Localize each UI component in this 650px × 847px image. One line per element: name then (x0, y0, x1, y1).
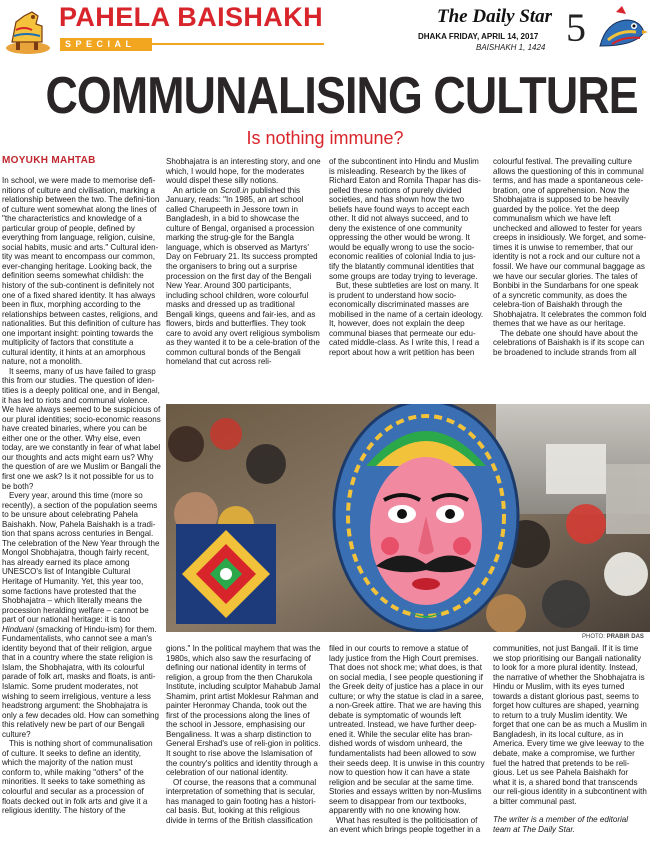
paragraph (166, 186, 322, 367)
bengali-date: BAISHAKH 1, 1424 (476, 43, 546, 52)
author-note-text: The writer is a member of the editorial team at The Daily Star. (493, 815, 629, 834)
article-column-3-bottom (329, 644, 485, 847)
paragraph: filed in our courts to remove a statue of lady justice from the High Court premises. That does not shock me; what does, is that on social media, I see people questioning if the Greek deity of justice has a place in our culture; or why the statue is clad in a saree, a non-Greek attire. That we are having this debate is symptomatic of wounds left untreated. Instead, we have further deep-ened it. While the secular elite has bran-dished words of wisdom unheard, the fundamentalists had been allowed to sow their seeds deep. It is unwise in this country now to question how it can have a state religion and be secular at the same time. Stories and essays written by non-Muslims seem to disappear from our textbooks, apparently with no one knowing how. (329, 644, 485, 816)
section-title: PAHELA BAISHAKH (59, 2, 324, 32)
paragraph: In school, we were made to memorise defi-nitions of culture and civilisation, marking a relationship between the two. The defini-tion of culture went somewhat along the lines of "the characteristics and knowledge of a particular group of people, defined by everything from language, religion, cuisine, social habits, music and arts." Cultural iden-tity was meant to encompass our common, ever-changing heritage. Looking back, the definition seems somewhat childish: the history of the sub-continent is definitely not one of a fixed shared identity. It has always been in flux, morphing according to the relationships between castes, religions, and nationalities. But this definition of culture has one important insight: pointing towards the multiplicity of factors that constitute a cultural identity, it hints at an amorphous nature, not a monolith. (2, 176, 161, 367)
section-subtitle: SPECIAL (60, 38, 152, 51)
paragraph: Of course, the reasons that a communal interpretation of something that is secular, has managed to gain footing has a histori-cal basis. But, looking at this religious divide in terms of the British classification (166, 777, 317, 825)
page-number: 5 (566, 5, 586, 50)
photo-credit-name: PRABIR DAS (606, 634, 644, 640)
article-column-1 (2, 176, 161, 847)
paragraph: gions." In the political mayhem that was the 1980s, which also saw the resurfacing of defining our national identity in terms of religion, a group from the then Charukola Institute, including sculptor Mahabub Jamal Shamim, print artist Moklesur Rahman and painter Heronmay Chanda, took out the first of the processions along the lines of the school in Jessore, emphasising our Bengaliness. It was a sharp distinction to General Ershad's use of reli-gion in politics. It sought to rise above the Islamisation of the country's politics and identity through a celebration of our national identity. (166, 644, 321, 778)
paragraph: The debate one should have about the celebrations of Baishakh is if its scope can be broadened to include strands from all (493, 328, 645, 357)
article-column-2-bottom (166, 644, 322, 847)
text-run: published this January, reads: "In 1985, an art school called Charupeeth in Jessore town in Bangladesh, in a bid to showcase the culture of Bengal, organised a procession marking the strug-gle for the Bangla language, which is observed as Martyrs' Day on February 21. Its success prompted the organisers to bring out a surprise procession on the first day of the Bengali New Year. Around 300 participants, including school children, wore colourful masks and dressed up as traditional Bengali kings, queens and fair-ies, and as flowers, birds and butterflies. They took care to avoid any overt religious symbolism as they wanted it to be a cele-bration of the common cultural bonds of the Bengali homeland that cut across reli- (166, 185, 320, 367)
folk-horse-art-icon (2, 2, 54, 56)
paragraph: communities, not just Bangali. If it is time we stop prioritising our Bangali nationality to look for a more plural identity. Instead, the narrative of whether the Shobhajatra is Hindu or Muslim, with its eyes turned towards a distant glorious past, seems to forget how cultures are shaped, yearning to return to a truly Muslim identity. We forget that one can be as much a Muslim in Bangladesh, in its local culture, as in America. Every time we give leeway to the debate, make a compromise, we further fuel the hatred that pretends to be reli-gious. Let us see Pahela Baishakh for what it is, a shared bond that transcends our reli-gious identity in a subcontinent with a bitter communal past. (493, 644, 647, 806)
article-column-4-bottom (493, 644, 647, 847)
text-run: (smacking of Hindu-ism) for them. Fundamentalists, who cannot see a man's identity beyond that of their religion, argue that in a country where the state religion is Islam, the Shobhajatra, with its colourful parade of folk art, masks and floats, is anti-Islamic. Some prudent moderates, not wishing to seem irreligious, venture a less headstrong argument: the Shobhajatra is only a few decades old. How can something this relatively new be part of our Bengali culture? (2, 624, 160, 739)
italic-term: Hinduani (2, 624, 34, 634)
deck: Is nothing immune? (246, 128, 404, 148)
paragraph: It seems, many of us have failed to grasp this from our studies. The question of iden-tities is a deeply political one, and in Bengal, it has led to riots and communal violence. We have always seemed to be suspicious of our plural identities; socio-economic reasons have created binaries, where you can be either one or the other. Why else, even today, are we constantly in fear of what label our thoughts and acts might earn us? Why the question of are we Muslim or Bangali the first one we ask? Is it not possible for us to be both? (2, 366, 161, 491)
paper-name: The Daily Star (437, 6, 553, 27)
festival-mask-photo (166, 404, 650, 632)
paragraph: What has resulted is the politicisation of an event which brings people together in a (329, 815, 481, 835)
italic-term: Scroll.in (219, 185, 249, 195)
mask-illustration (166, 404, 650, 632)
paragraph: But, these subtleties are lost on many. It is prudent to understand how socio-economically discriminated masses are mobilised in the name of a certain ideology. It, however, does not explain the deep communal biases that permeate our edu-cated middle-class. As I write this, I read a report about how a writ petition has been (329, 281, 484, 357)
dateline: DHAKA FRIDAY, APRIL 14, 2017 (418, 32, 539, 41)
masthead (0, 0, 650, 58)
article-column-4-top (493, 157, 647, 403)
paragraph: of the subcontinent into Hindu and Muslim is misleading. Research by the likes of Richard Eaton and Romila Thapar has dis-pelled these notions of purely divided societies, and has shown how the two beliefs have found ways to accept each other. It did not always succeed, and to deny the existence of one community oppressing the other would be wrong. It would be equally wrong to use the socio-economic realities of colonial India to jus-tify the blatantly communal identities that some groups are today trying to leverage. (329, 157, 481, 281)
photo-credit-label: PHOTO: (582, 634, 605, 640)
author-note (493, 815, 647, 834)
paragraph (2, 491, 161, 739)
photo-credit (582, 634, 644, 640)
paragraph: colourful festival. The prevailing culture allows the questioning of this in communal terms, and has made a spontaneous cele-bration, one of apprehension. Now the Shobhajatra is supposed to be heavily guarded by the police. Yet the deep communalism which we have left unchecked and allowed to fester for years creeps in insidiously. We forget, and some-times it is unwise to remember, that our identity is not a rock and our culture not a fossil. We have our communal baggage as we have our secular glories. The tales of Bonbibi in the Sundarbans for one speak of a syncretic community, as does the celebra-tion of Baishakh through the Shobhajatra. It celebrates the common fold themes that we have as our heritage. (493, 157, 647, 329)
paragraph: Shobhajatra is an interesting story, and one which, I would hope, for the moderates would dispel these silly notions. (166, 157, 321, 186)
text-run: Every year, around this time (more so recently), a section of the population seems to be unsure about celebrating Pahela Baishakh. Now, Pahela Baishakh is a tradi-tion that spans across centuries in Bengal. The celebration of the New Year through the Mongol Shobhajatra, though fairly recent, has already earned its place among UNESCO's list of Intangible Cultural Heritage of Humanity. Yet, this year too, some factions have protested that the Shobhajatra – which literally means the procession heralding welfare – cannot be part of our national heritage: it is too (2, 491, 160, 625)
byline: MOYUKH MAHTAB (2, 155, 96, 166)
headline: COMMUNALISING CULTURE (45, 67, 638, 125)
article-column-2-top (166, 157, 322, 403)
text-run: An article on (173, 185, 220, 195)
masthead-rule (152, 43, 324, 45)
folk-bird-art-icon (596, 2, 648, 56)
article-column-3-top (329, 157, 485, 403)
paragraph: This is nothing short of communalisation of culture. It seeks to define an identity, which the majority of the nation must conform to, while making "others" of the minorities. It seeks to take something as colourful and secular as a procession of floats decked out in folk arts and give it a religious identity. The history of the (2, 739, 153, 816)
